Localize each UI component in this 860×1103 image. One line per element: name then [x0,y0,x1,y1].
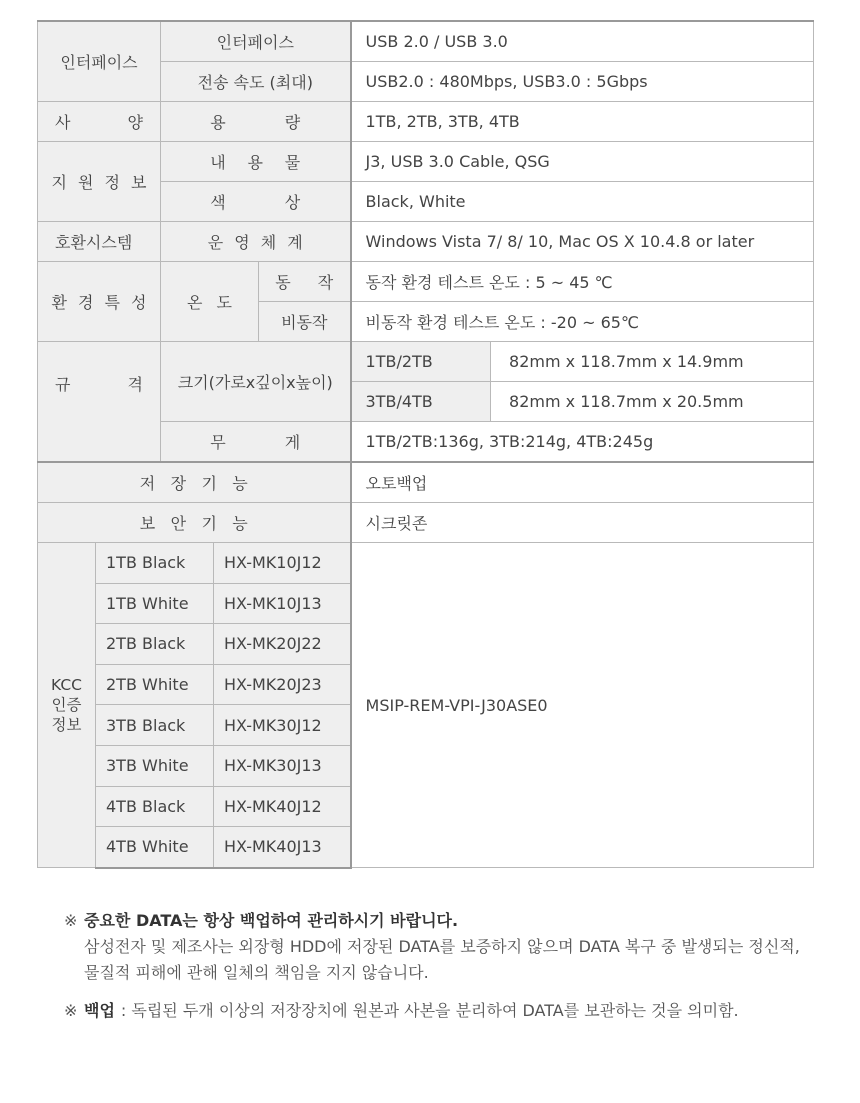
group-dimensions-text: 규 격 [55,375,143,394]
row-size-1 [38,342,814,382]
kcc-model-name: 3TB White [96,745,214,786]
label-interface: 인터페이스 [161,21,351,62]
size-models: 3TB/4TB [351,382,491,422]
reference-mark: ※ [64,911,78,930]
note-term: 백업 [84,1001,115,1020]
group-support-text: 지 원 정 보 [51,173,147,192]
kcc-model-code: HX-MK40J13 [214,827,351,868]
label-security [38,503,351,543]
group-support [38,142,161,222]
value-weight: 1TB/2TB:136g, 3TB:214g, 4TB:245g [351,422,814,463]
note-backup-definition [64,998,824,1024]
kcc-model-code: HX-MK40J12 [214,786,351,827]
label-op-text: 동 작 [275,273,334,292]
value-speed: USB2.0 : 480Mbps, USB3.0 : 5Gbps [351,62,814,102]
kcc-label [38,543,96,868]
label-security-text: 보 안 기 능 [139,514,248,533]
group-interface: 인터페이스 [38,21,161,102]
value-security: 시크릿존 [351,503,814,543]
group-env [38,262,161,342]
label-speed: 전송 속도 (최대) [161,62,351,102]
kcc-row [38,543,814,584]
note-title: 중요한 DATA는 항상 백업하여 관리하시기 바랍니다. [84,911,459,930]
label-capacity-text: 용 량 [210,113,301,132]
value-op: 동작 환경 테스트 온도 : 5 ~ 45 ℃ [351,262,814,302]
note-backup-advice [64,908,824,986]
row-storage [38,462,814,503]
row-security [38,503,814,543]
kcc-model-code: HX-MK10J12 [214,543,351,584]
row-os [38,222,814,262]
notes [64,908,824,1024]
group-spec-text: 사 양 [55,113,143,132]
row-temp-op [38,262,814,302]
label-os [161,222,351,262]
label-op [259,262,351,302]
kcc-model-name: 1TB White [96,583,214,624]
label-capacity [161,102,351,142]
label-storage [38,462,351,503]
label-color-text: 색 상 [210,193,301,212]
value-os: Windows Vista 7/ 8/ 10, Mac OS X 10.4.8 or later [351,222,814,262]
value-nonop: 비동작 환경 테스트 온도 : -20 ~ 65℃ [351,302,814,342]
label-contents-text: 내 용 물 [210,153,301,172]
kcc-model-name: 4TB Black [96,786,214,827]
note-definition: : 독립된 두개 이상의 저장장치에 원본과 사본을 분리하여 DATA를 보관하는 것을 의미함. [120,1001,739,1020]
label-weight [161,422,351,463]
label-nonop: 비동작 [259,302,351,342]
group-spec [38,102,161,142]
kcc-model-code: HX-MK20J23 [214,664,351,705]
value-storage: 오토백업 [351,462,814,503]
kcc-label-line: KCC [51,676,82,695]
label-color [161,182,351,222]
row-capacity [38,102,814,142]
label-os-text: 운 영 체 계 [207,233,303,252]
kcc-model-name: 4TB White [96,827,214,868]
kcc-model-code: HX-MK30J12 [214,705,351,746]
group-env-text: 환 경 특 성 [51,293,147,312]
kcc-cert: MSIP-REM-VPI-J30ASE0 [351,543,814,868]
size-value: 82mm x 118.7mm x 14.9mm [491,342,814,382]
label-contents [161,142,351,182]
value-contents: J3, USB 3.0 Cable, QSG [351,142,814,182]
kcc-label-line: 정보 [51,716,82,735]
value-capacity: 1TB, 2TB, 3TB, 4TB [351,102,814,142]
row-contents [38,142,814,182]
value-color: Black, White [351,182,814,222]
note-body: 삼성전자 및 제조사는 외장형 HDD에 저장된 DATA를 보증하지 않으며 DATA 복구 중 발생되는 정신적, 물질적 피해에 관해 일체의 책임을 지지 않습니다. [84,937,800,982]
label-storage-text: 저 장 기 능 [139,474,248,493]
group-dimensions [38,342,161,463]
kcc-model-code: HX-MK10J13 [214,583,351,624]
kcc-model-code: HX-MK20J22 [214,624,351,665]
kcc-model-name: 2TB White [96,664,214,705]
kcc-model-code: HX-MK30J13 [214,745,351,786]
label-temp-text: 온 도 [187,293,232,312]
size-models: 1TB/2TB [351,342,491,382]
spec-table [37,20,814,869]
kcc-label-line: 인증 [51,696,82,715]
label-weight-text: 무 게 [210,433,301,452]
label-temp [161,262,259,342]
kcc-model-name: 3TB Black [96,705,214,746]
kcc-model-name: 2TB Black [96,624,214,665]
value-interface: USB 2.0 / USB 3.0 [351,21,814,62]
size-value: 82mm x 118.7mm x 20.5mm [491,382,814,422]
label-size: 크기(가로x깊이x높이) [161,342,351,422]
reference-mark: ※ [64,1001,78,1020]
group-compat: 호환시스템 [38,222,161,262]
row-interface [38,21,814,62]
kcc-model-name: 1TB Black [96,543,214,584]
